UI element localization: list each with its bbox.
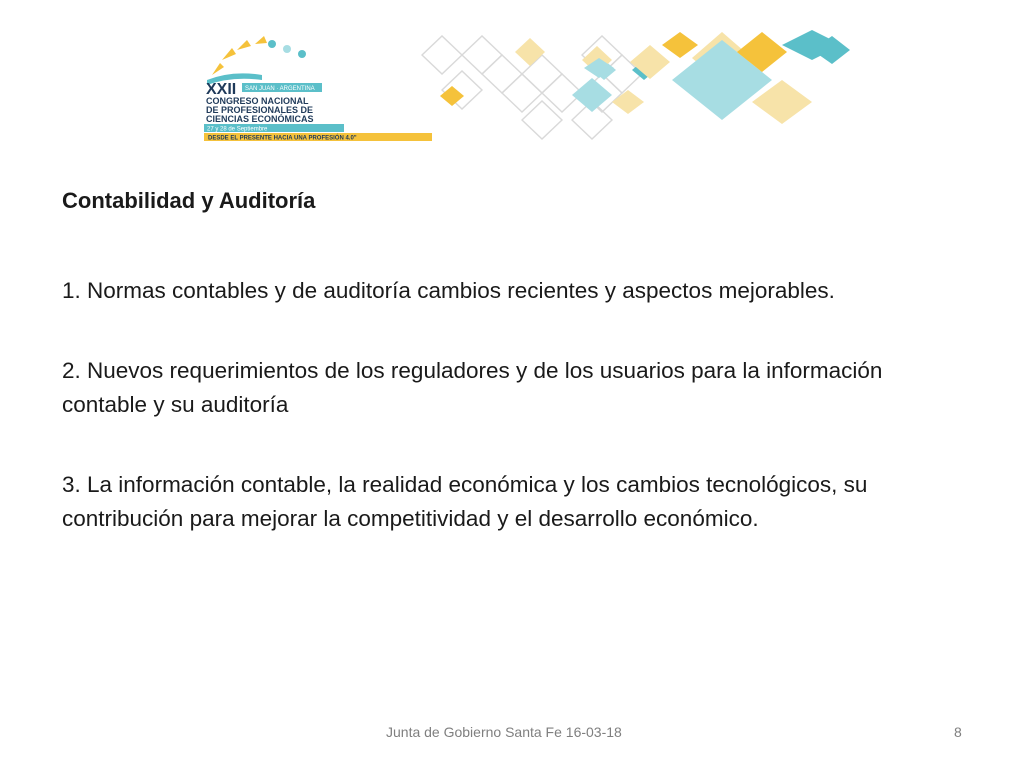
- banner-roman: XXII: [206, 81, 237, 98]
- banner-line3: CIENCIAS ECONÓMICAS: [206, 114, 314, 124]
- footer-caption: Junta de Gobierno Santa Fe 16-03-18: [386, 724, 622, 740]
- congress-logo: [192, 30, 852, 142]
- page-number: 8: [954, 724, 962, 740]
- banner-line2: DE PROFESIONALES DE: [206, 105, 314, 115]
- topic-item-1: 1. Normas contables y de auditoría cambios recientes y aspectos mejorables.: [62, 278, 835, 303]
- topic-item-3: 3. La información contable, la realidad económica y los cambios tecnológicos, su contribución para mejorar la competitividad y el desarrollo económico.: [62, 472, 868, 531]
- banner-location: SAN JUAN · ARGENTINA: [245, 86, 315, 92]
- banner-dates: 27 y 28 de Septiembre: [207, 126, 268, 133]
- slide-body: [62, 184, 962, 582]
- slide-heading: Contabilidad y Auditoría: [62, 188, 316, 213]
- banner-line1: CONGRESO NACIONAL: [206, 96, 309, 106]
- congress-banner: [192, 30, 852, 142]
- banner-motto: DESDE EL PRESENTE HACIA UNA PROFESIÓN 4.0": [208, 135, 357, 142]
- topic-item-2: 2. Nuevos requerimientos de los reguladores y de los usuarios para la información contable y su auditoría: [62, 358, 883, 417]
- colored-diamonds: [440, 30, 850, 124]
- sun-icon: [207, 36, 306, 85]
